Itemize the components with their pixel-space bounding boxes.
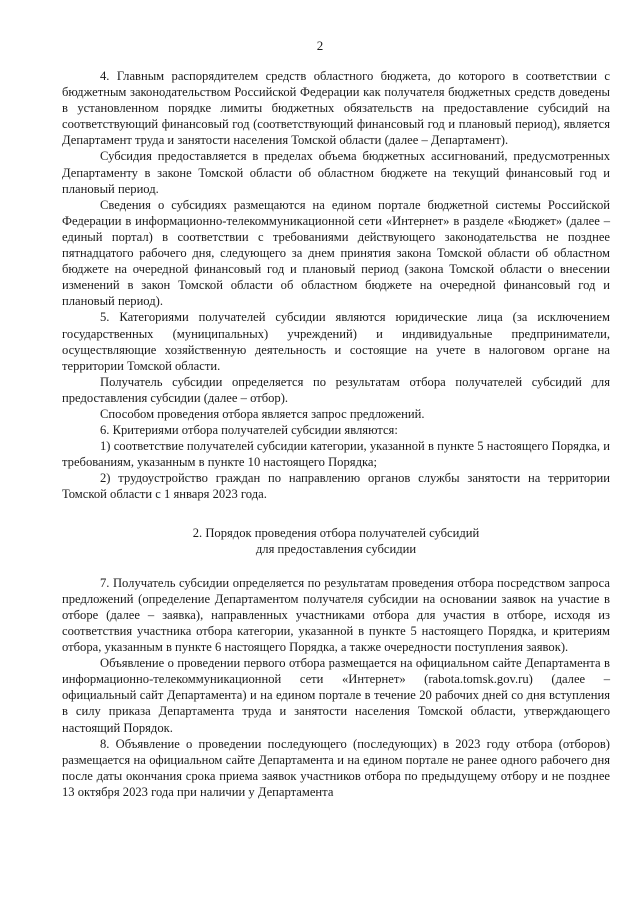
paragraph: 2) трудоустройство граждан по направлению органов службы занятости на территории Томской области с 1 января 2023 года. [62,471,610,502]
paragraph: Субсидия предоставляется в пределах объема бюджетных ассигнований, предусмотренных Департаменту в законе Томской области об областном бюджете на текущий финансовый год и плановый период. [62,149,610,196]
document-body [62,68,610,800]
paragraph: Способом проведения отбора является запрос предложений. [100,406,425,421]
paragraph: 6. Критериями отбора получателей субсидии являются: [100,423,398,438]
paragraph: 1) соответствие получателей субсидии категории, указанной в пункте 5 настоящего Порядка, и требованиям, указанным в пункте 10 настоящего Порядка; [62,439,610,470]
page-number: 2 [316,38,324,53]
section-heading [62,525,610,557]
paragraph: Объявление о проведении первого отбора размещается на официальном сайте Департамента в информационно-телекоммуникационной сети «Интернет» (rabota.tomsk.gov.ru) (далее – официальный сайт Департамента) и на едином портале в течение 20 рабочих дней со дня вступления в силу приказа Департамента труда и занятости населения Томской области, утверждающего настоящий Порядок. [62,656,610,735]
paragraph: 7. Получатель субсидии определяется по результатам проведения отбора посредством запроса предложений (определение Департаментом получателя субсидии на основании заявок на участие в отборе (далее – заявка), направленных участниками отбора для участия в отборе, исходя из соответствия участника отбора категории, указанной в пункте 5 настоящего Порядка, и критериям отбора, указанным в пункте 6 настоящего Порядка, а также очередности поступления заявок). [62,575,610,655]
paragraph: 4. Главным распорядителем средств областного бюджета, до которого в соответствии с бюджетным законодательством Российской Федерации как получателя бюджетных средств доведены в установленном порядке лимиты бюджетных обязательств на предоставление субсидий на соответствующий финансовый год (соответствующий финансовый год и плановый период), является Департамент труда и занятости населения Томской области (далее – Департамент). [62,69,610,148]
paragraph: 5. Категориями получателей субсидии являются юридические лица (за исключением государственных (муниципальных) учреждений) и индивидуальные предприниматели, осуществляющие хозяйственную деятельность и состоящие на учете в налоговом органе на территории Томской области. [62,310,610,373]
paragraph: 8. Объявление о проведении последующего (последующих) в 2023 году отбора (отборов) размещается на официальном сайте Департамента и на едином портале не ранее одного рабочего дня после даты окончания срока приема заявок участников отбора по предыдущему отбору и не позднее 13 октября 2023 года при наличии у Департамента [62,736,610,799]
section-heading-line: 2. Порядок проведения отбора получателей субсидий [192,525,480,540]
section-heading-line: для предоставления субсидии [255,541,417,556]
paragraph: Сведения о субсидиях размещаются на едином портале бюджетной системы Российской Федерации в информационно-телекоммуникационной сети «Интернет» в разделе «Бюджет» (далее – единый портал) в соответствии с требованиями действующего законодательства не позднее пятнадцатого рабочего дня, следующего за днем принятия закона Томской области об областном бюджете на очередной финансовый год и плановый период (закона Томской области о внесении изменений в закон Томской области об областном бюджете на очередной финансовый год и плановый период). [62,197,610,309]
paragraph: Получатель субсидии определяется по результатам отбора получателей субсидий для предоставления субсидии (далее – отбор). [62,374,610,405]
